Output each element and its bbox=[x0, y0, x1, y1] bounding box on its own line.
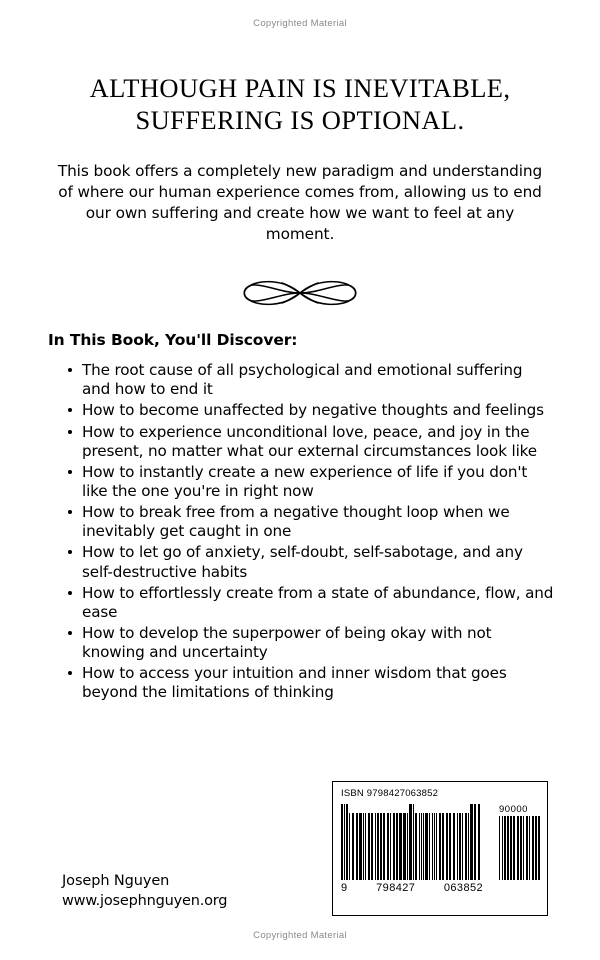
barcode-bar bbox=[449, 813, 451, 880]
list-item: How to access your intuition and inner wisdom that goes beyond the limitations of thinking bbox=[68, 664, 554, 702]
copyright-watermark-bottom: Copyrighted Material bbox=[253, 930, 347, 941]
copyright-watermark-top: Copyrighted Material bbox=[253, 18, 347, 29]
barcode-bar bbox=[349, 813, 351, 880]
barcode-bar bbox=[504, 816, 506, 880]
barcode-bar bbox=[365, 813, 366, 880]
barcode-bar bbox=[457, 813, 458, 880]
subheadline-paragraph: This book offers a completely new paradigm and understanding of where our human experience comes from, allowing us to end our own suffering and create how we want to feel at any moment. bbox=[57, 161, 543, 243]
barcode-bar bbox=[523, 816, 524, 880]
barcode-bar bbox=[434, 813, 435, 880]
headline: ALTHOUGH PAIN IS INEVITABLE, SUFFERING IS OPTIONAL. bbox=[89, 73, 511, 136]
list-item: How to become unaffected by negative thoughts and feelings bbox=[68, 401, 554, 420]
barcode-bar bbox=[419, 813, 420, 880]
barcode-bar bbox=[478, 804, 480, 880]
barcode-bar bbox=[396, 813, 398, 880]
barcode-bar bbox=[499, 816, 500, 880]
barcode-bar bbox=[429, 813, 431, 880]
barcode-bar bbox=[439, 813, 441, 880]
author-website: www.josephnguyen.org bbox=[62, 892, 228, 909]
barcode-bar bbox=[383, 813, 385, 880]
barcode-bar bbox=[423, 813, 424, 880]
barcode-bar bbox=[468, 813, 469, 880]
barcode-bar bbox=[462, 813, 464, 880]
flourish-ornament-icon bbox=[46, 271, 554, 317]
barcode-bar bbox=[510, 816, 512, 880]
barcode-bar bbox=[409, 804, 411, 880]
barcode-bar bbox=[415, 813, 417, 880]
back-cover-content bbox=[46, 58, 554, 704]
ean13-barcode-icon bbox=[341, 804, 481, 880]
barcode-block bbox=[332, 781, 548, 916]
barcode-bar bbox=[356, 813, 358, 880]
barcode-bar bbox=[368, 813, 370, 880]
barcode-bar bbox=[403, 813, 405, 880]
barcode-bar bbox=[507, 816, 509, 880]
barcode-bar bbox=[352, 813, 354, 880]
barcode-bar bbox=[474, 804, 476, 880]
barcode-bar bbox=[363, 813, 365, 880]
barcode-bar bbox=[520, 816, 522, 880]
barcode-bar bbox=[513, 816, 515, 880]
barcode-bar bbox=[377, 813, 378, 880]
barcode-bar bbox=[359, 813, 361, 880]
isbn-label: ISBN 9798427063852 bbox=[341, 788, 439, 799]
list-item: How to experience unconditional love, peace, and joy in the present, no matter what our external circumstances look like bbox=[68, 423, 554, 461]
barcode-bar bbox=[470, 804, 472, 880]
barcode-bar bbox=[387, 813, 389, 880]
barcode-bar bbox=[413, 804, 415, 880]
list-item: How to develop the superpower of being okay with not knowing and uncertainty bbox=[68, 624, 554, 662]
barcode-bar bbox=[399, 813, 401, 880]
barcode-bar bbox=[425, 813, 427, 880]
barcode-addon-label: 90000 bbox=[499, 804, 528, 815]
discover-section-title: In This Book, You'll Discover: bbox=[48, 331, 298, 350]
barcode-bar bbox=[407, 813, 409, 880]
barcode-bar bbox=[375, 813, 377, 880]
barcode-bar bbox=[535, 816, 537, 880]
list-item: How to let go of anxiety, self-doubt, self-sabotage, and any self-destructive habits bbox=[68, 543, 554, 581]
barcode-bar bbox=[465, 813, 467, 880]
barcode-bar bbox=[442, 813, 444, 880]
discover-bullet-list bbox=[46, 361, 554, 702]
barcode-bar bbox=[453, 813, 455, 880]
barcode-bar bbox=[421, 813, 422, 880]
barcode-bar bbox=[371, 813, 373, 880]
ean-right-group: 063852 bbox=[443, 882, 483, 894]
barcode-bar bbox=[538, 816, 540, 880]
barcode-bar bbox=[436, 813, 437, 880]
barcode-bar bbox=[432, 813, 433, 880]
barcode-bar bbox=[344, 804, 345, 880]
ean-lead-digit: 9 bbox=[341, 882, 348, 894]
barcode-bar bbox=[502, 816, 503, 880]
barcode-bar bbox=[529, 816, 531, 880]
barcode-bar bbox=[459, 813, 460, 880]
ean13-digits bbox=[341, 882, 483, 894]
list-item: How to break free from a negative thought loop when we inevitably get caught in one bbox=[68, 503, 554, 541]
barcode-bar bbox=[532, 816, 534, 880]
list-item: How to effortlessly create from a state of abundance, flow, and ease bbox=[68, 584, 554, 622]
barcode-bar bbox=[517, 816, 519, 880]
barcode-bar bbox=[526, 816, 528, 880]
barcode-bar bbox=[380, 813, 382, 880]
ean-left-group: 798427 bbox=[376, 882, 416, 894]
list-item: How to instantly create a new experience of life if you don't like the one you're in right now bbox=[68, 463, 554, 501]
author-credit bbox=[62, 872, 227, 911]
barcode-bar bbox=[390, 813, 391, 880]
barcode-bar bbox=[341, 804, 343, 880]
barcode-bar bbox=[446, 813, 448, 880]
list-item: The root cause of all psychological and emotional suffering and how to end it bbox=[68, 361, 554, 399]
barcode-bar bbox=[393, 813, 395, 880]
author-name: Joseph Nguyen bbox=[62, 873, 170, 889]
barcode-addon-icon bbox=[499, 816, 541, 880]
barcode-bar bbox=[346, 804, 347, 880]
